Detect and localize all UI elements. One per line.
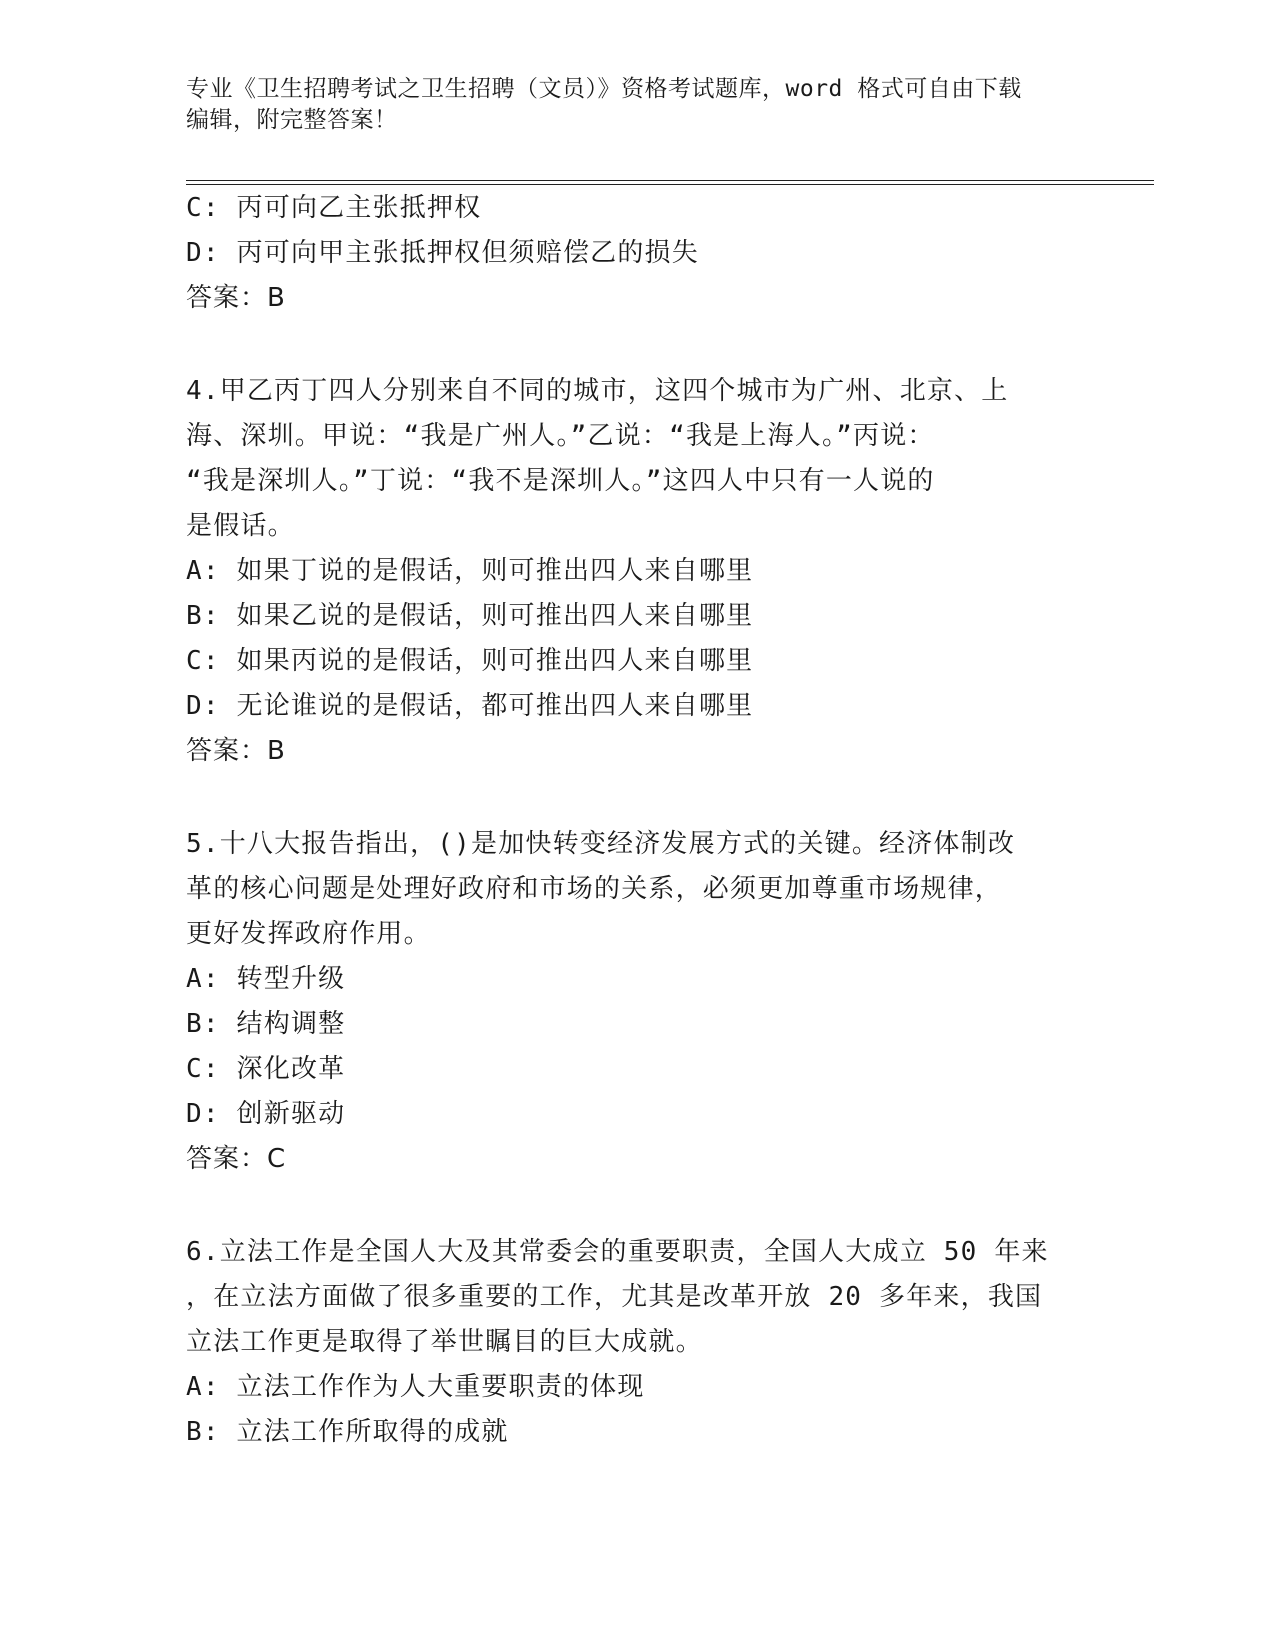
question-5 [186,822,1086,1182]
option-b: B: 立法工作所取得的成就 [186,1417,509,1447]
header-line-1: 专业《卫生招聘考试之卫生招聘（文员）》资格考试题库，word 格式可自由下载 [186,76,1022,102]
option-a: A: 立法工作作为人大重要职责的体现 [186,1372,645,1402]
spacer [186,774,1086,822]
question-4 [186,369,1086,774]
question-stem-line: “我是深圳人。”丁说：“我不是深圳人。”这四人中只有一人说的 [186,466,935,496]
question-stem-line: 4.甲乙丙丁四人分别来自不同的城市，这四个城市为广州、北京、上 [186,376,1009,406]
question-stem-line: ，在立法方面做了很多重要的工作，尤其是改革开放 20 多年来，我国 [186,1282,1043,1312]
option-d: D: 无论谁说的是假话，都可推出四人来自哪里 [186,691,754,721]
question-stem-line: 6.立法工作是全国人大及其常委会的重要职责，全国人大成立 50 年来 [186,1237,1049,1267]
option-a: A: 如果丁说的是假话，则可推出四人来自哪里 [186,556,754,586]
option-b: B: 如果乙说的是假话，则可推出四人来自哪里 [186,601,754,631]
question-stem-line: 更好发挥政府作用。 [186,919,431,949]
answer: 答案：B [186,736,286,766]
question-stem-line: 5.十八大报告指出，()是加快转变经济发展方式的关键。经济体制改 [186,829,1016,859]
question-stem-line: 立法工作更是取得了举世瞩目的巨大成就。 [186,1327,703,1357]
spacer [186,1182,1086,1230]
option-d: D: 创新驱动 [186,1099,346,1129]
document-body [186,186,1086,1455]
question-6 [186,1230,1086,1455]
page-header [186,74,1066,136]
option-c: C: 如果丙说的是假话，则可推出四人来自哪里 [186,646,754,676]
header-line-2: 编辑，附完整答案！ [186,107,398,133]
header-rule-bottom [186,184,1154,185]
option-a: A: 转型升级 [186,964,346,994]
question-stem-line: 海、深圳。甲说：“我是广州人。”乙说：“我是上海人。”丙说： [186,421,935,451]
question-stem-line: 革的核心问题是处理好政府和市场的关系，必须更加尊重市场规律， [186,874,1003,904]
option-d: D: 丙可向甲主张抵押权但须赔偿乙的损失 [186,238,699,268]
spacer [186,321,1086,369]
option-b: B: 结构调整 [186,1009,346,1039]
option-c: C: 丙可向乙主张抵押权 [186,193,482,223]
question-stem-line: 是假话。 [186,511,295,541]
question-3-tail [186,186,1086,321]
option-c: C: 深化改革 [186,1054,346,1084]
header-rule-top [186,180,1154,181]
answer: 答案：C [186,1144,287,1174]
answer: 答案：B [186,283,286,313]
